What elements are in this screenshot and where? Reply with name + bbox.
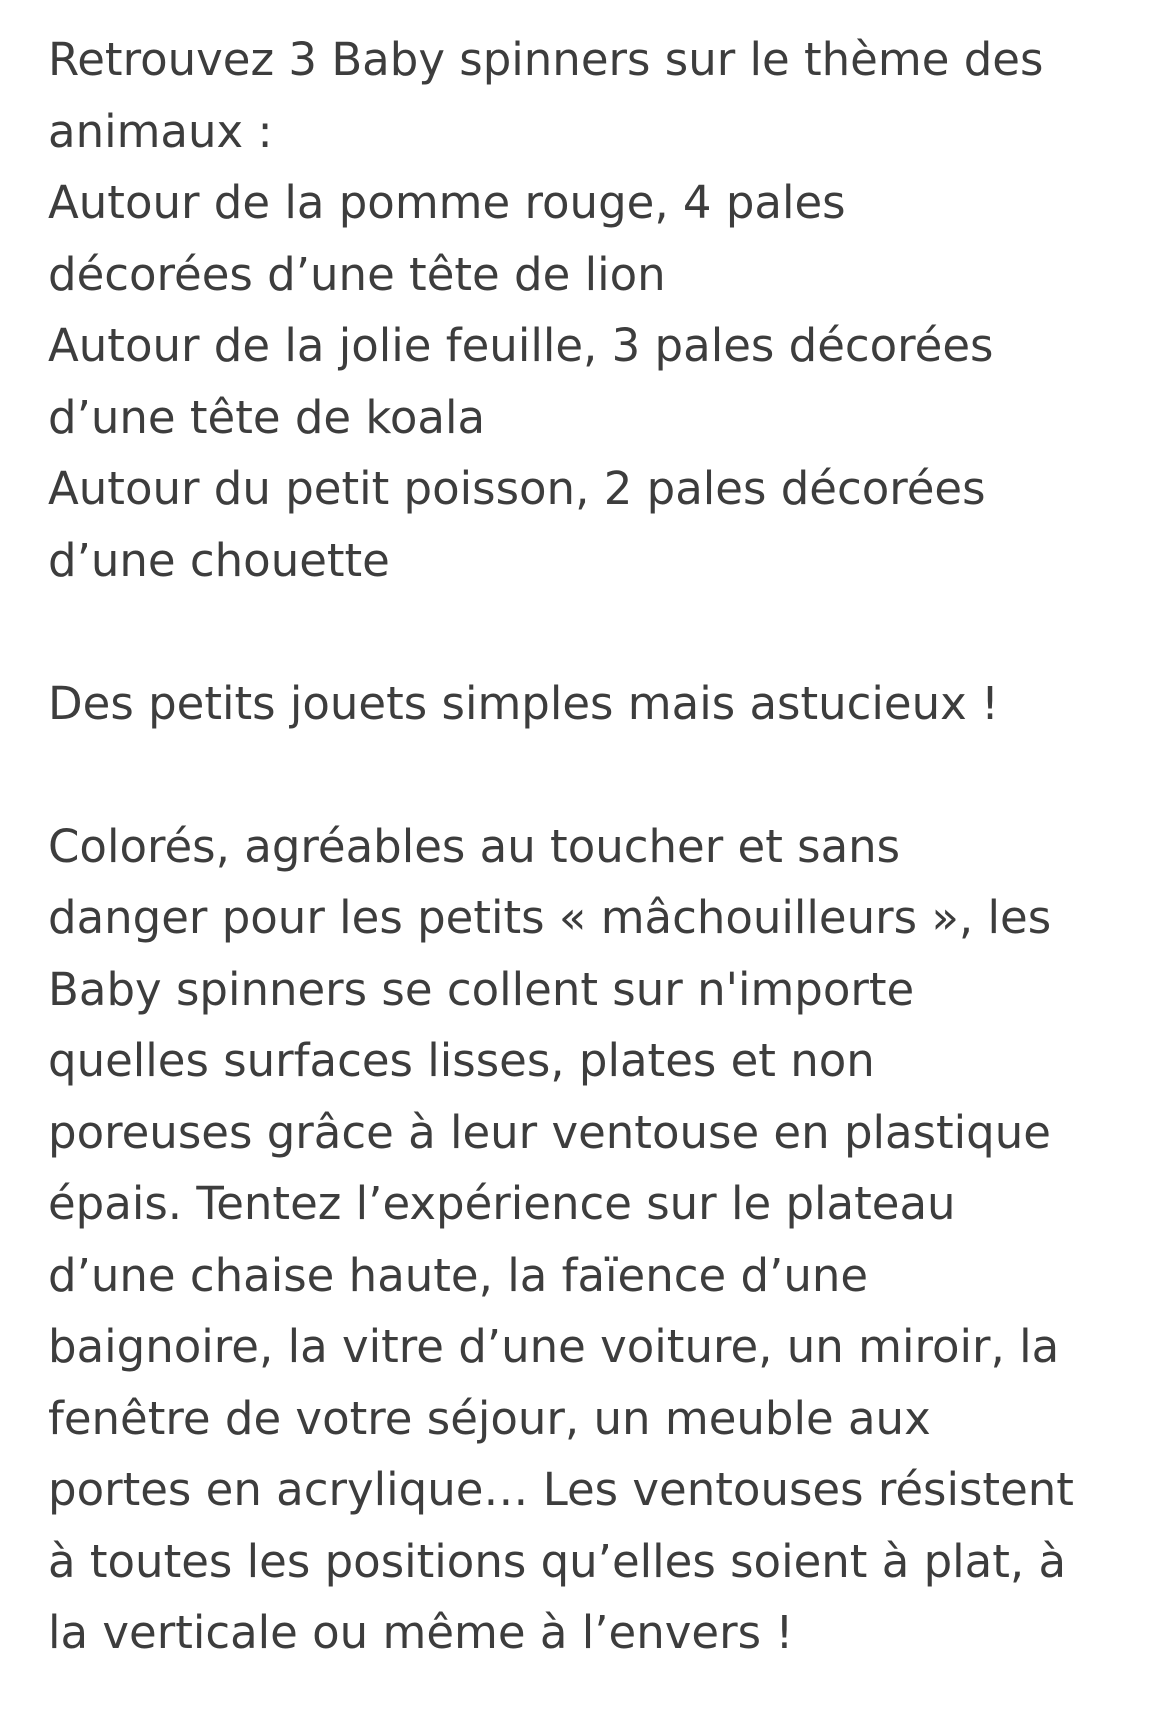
text-line: quelles surfaces lisses, plates et non <box>48 1034 875 1087</box>
text-line: épais. Tentez l’expérience sur le plateau <box>48 1177 956 1230</box>
text-line: à toutes les positions qu’elles soient à plat, à <box>48 1534 1067 1588</box>
text-line: portes en acrylique… Les ventouses résistent <box>48 1463 1074 1516</box>
text-line: poreuses grâce à leur ventouse en plastique <box>48 1105 1051 1159</box>
text-line: baignoire, la vitre d’une voiture, un miroir, la <box>48 1320 1060 1373</box>
text-line: fenêtre de votre séjour, un meuble aux <box>48 1391 931 1445</box>
intro-paragraph <box>48 24 1148 596</box>
tagline: Des petits jouets simples mais astucieux ! <box>48 676 1000 730</box>
text-line: décorées d’une tête de lion <box>48 247 666 301</box>
text-line: Autour du petit poisson, 2 pales décorées <box>48 462 986 515</box>
text-line: d’une chaise haute, la faïence d’une <box>48 1248 869 1302</box>
text-line: Autour de la jolie feuille, 3 pales décorées <box>48 319 994 372</box>
description-paragraph <box>48 811 1148 1669</box>
text-line: Autour de la pomme rouge, 4 pales <box>48 176 846 229</box>
product-description <box>48 24 1148 1669</box>
text-line: la verticale ou même à l’envers ! <box>48 1606 794 1659</box>
text-line: Colorés, agréables au toucher et sans <box>48 819 901 873</box>
text-line: animaux : <box>48 104 273 158</box>
text-line: danger pour les petits « mâchouilleurs », les <box>48 891 1052 944</box>
text-line: d’une chouette <box>48 533 390 587</box>
text-line: Baby spinners se collent sur n'importe <box>48 962 915 1016</box>
paragraph-spacer <box>48 739 1148 811</box>
paragraph-spacer <box>48 596 1148 668</box>
text-line: Retrouvez 3 Baby spinners sur le thème des <box>48 33 1044 86</box>
text-line: d’une tête de koala <box>48 390 486 444</box>
